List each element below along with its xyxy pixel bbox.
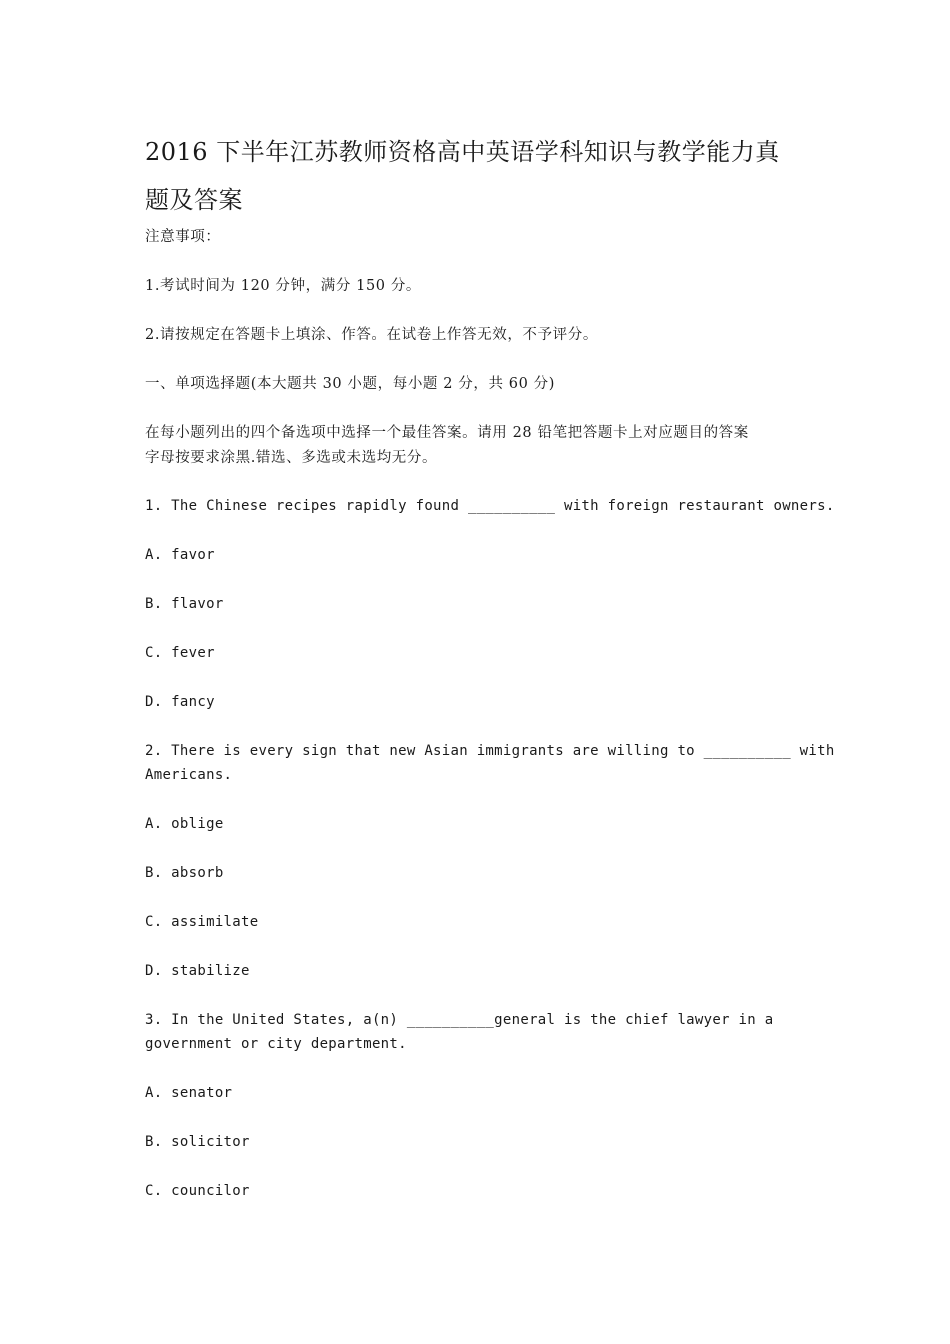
question-2-option-b: B. absorb: [145, 865, 224, 881]
question-2-stem-line-1: 2. There is every sign that new Asian immigrants are willing to __________ with: [145, 743, 835, 759]
notice-heading: 注意事项：: [145, 229, 221, 245]
question-2-option-a: A. oblige: [145, 816, 224, 832]
question-2-option-d: D. stabilize: [145, 963, 250, 979]
question-3-option-a: A. senator: [145, 1085, 233, 1101]
question-3-stem-line-2: government or city department.: [145, 1036, 407, 1052]
document-title-line-1: 2016 下半年江苏教师资格高中英语学科知识与教学能力真: [145, 138, 780, 166]
question-1-stem: 1. The Chinese recipes rapidly found __________ with foreign restaurant owners.: [145, 498, 835, 514]
instructions-line-2: 字母按要求涂黑.错选、多选或未选均无分。: [145, 450, 438, 466]
question-1-option-a: A. favor: [145, 547, 215, 563]
question-2-stem-line-2: Americans.: [145, 767, 233, 783]
document-title-line-2: 题及答案: [145, 186, 243, 214]
question-1-option-c: C. fever: [145, 645, 215, 661]
question-1-option-b: B. flavor: [145, 596, 224, 612]
notice-item-2: 2.请按规定在答题卡上填涂、作答。在试卷上作答无效，不予评分。: [145, 327, 598, 343]
section-heading: 一、单项选择题(本大题共 30 小题，每小题 2 分，共 60 分): [145, 376, 555, 392]
question-3-stem-line-1: 3. In the United States, a(n) __________general is the chief lawyer in a: [145, 1012, 774, 1028]
question-3-option-b: B. solicitor: [145, 1134, 250, 1150]
question-2-option-c: C. assimilate: [145, 914, 259, 930]
notice-item-1: 1.考试时间为 120 分钟，满分 150 分。: [145, 278, 422, 294]
question-3-option-c: C. councilor: [145, 1183, 250, 1199]
question-1-option-d: D. fancy: [145, 694, 215, 710]
instructions-line-1: 在每小题列出的四个备选项中选择一个最佳答案。请用 28 铅笔把答题卡上对应题目的答案: [145, 425, 749, 441]
